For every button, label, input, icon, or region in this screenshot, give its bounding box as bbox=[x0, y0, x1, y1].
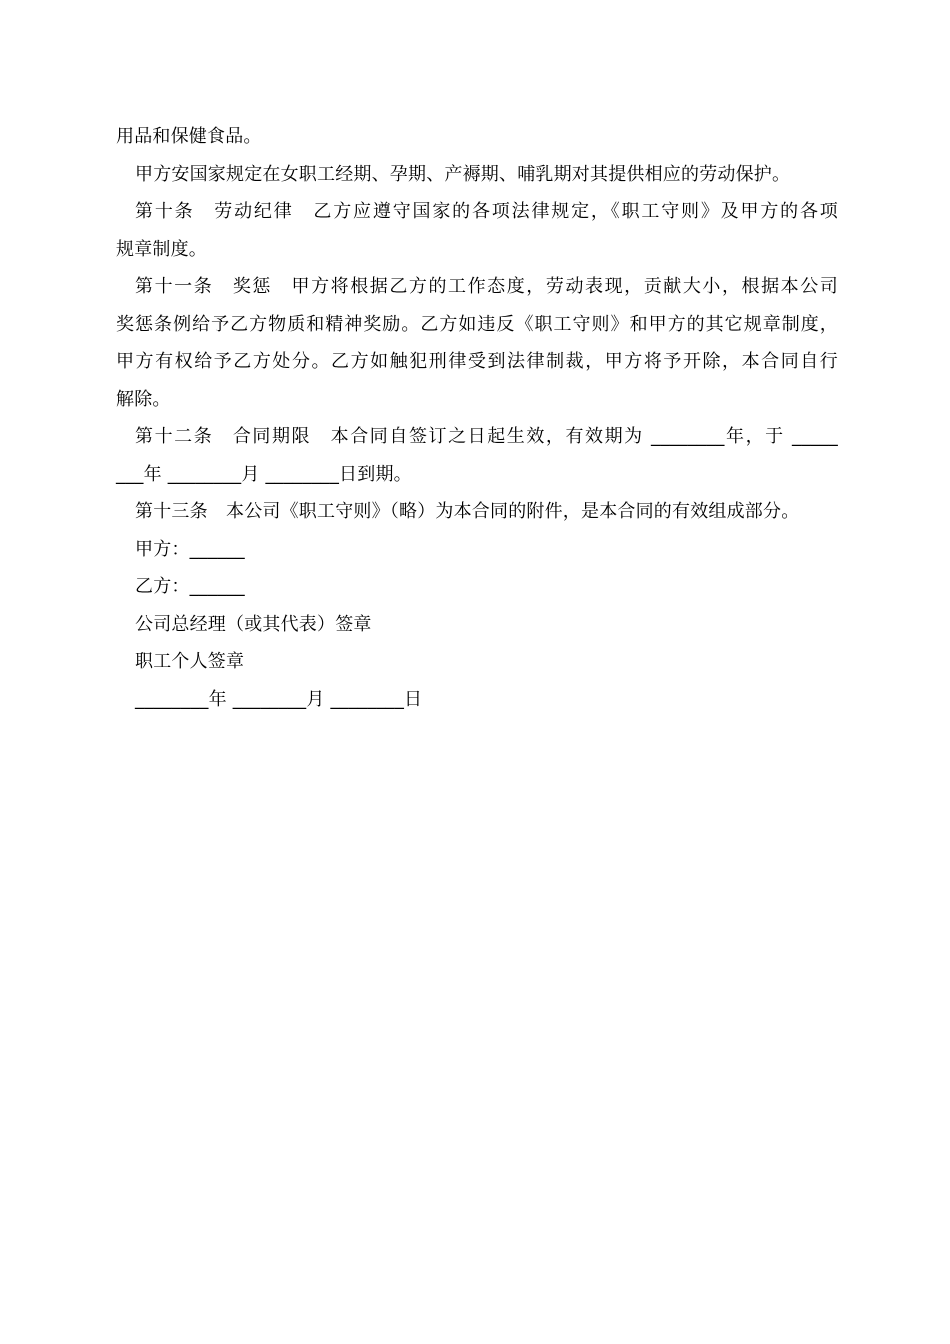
article-11-line-2: 奖惩条例给予乙方物质和精神奖励。乙方如违反《职工守则》和甲方的其它规章制度， bbox=[116, 313, 838, 335]
article-11-line-1: 第十一条 奖惩 甲方将根据乙方的工作态度，劳动表现，贡献大小，根据本公司 bbox=[135, 276, 838, 297]
paragraph-labor-protection: 甲方安国家规定在女职工经期、孕期、产褥期、哺乳期对其提供相应的劳动保护。 bbox=[135, 163, 791, 185]
article-10-line-2: 规章制度。 bbox=[116, 238, 207, 260]
employee-seal-label: 职工个人签章 bbox=[135, 651, 245, 672]
article-10-line-1: 第十条 劳动纪律 乙方应遵守国家的各项法律规定，《职工守则》及甲方的各项 bbox=[135, 201, 838, 222]
article-12-line-2: ___年 ________月 ________日到期。 bbox=[116, 463, 412, 485]
article-11-line-3: 甲方有权给予乙方处分。乙方如触犯刑律受到法律制裁，甲方将予开除，本合同自行 bbox=[116, 351, 838, 372]
document-body bbox=[116, 118, 838, 718]
article-11-line-4: 解除。 bbox=[116, 388, 171, 410]
signing-date: ________年 ________月 ________日 bbox=[135, 688, 423, 710]
article-12-line-1: 第十二条 合同期限 本合同自签订之日起生效，有效期为 ________年，于 _____ bbox=[135, 426, 838, 447]
paragraph-continuation: 用品和保健食品。 bbox=[116, 126, 262, 147]
manager-seal-label: 公司总经理（或其代表）签章 bbox=[135, 613, 372, 635]
party-a-signature: 甲方：______ bbox=[135, 538, 245, 560]
article-13: 第十三条 本公司《职工守则》（略）为本合同的附件，是本合同的有效组成部分。 bbox=[135, 501, 800, 522]
party-b-signature: 乙方：______ bbox=[135, 576, 245, 597]
